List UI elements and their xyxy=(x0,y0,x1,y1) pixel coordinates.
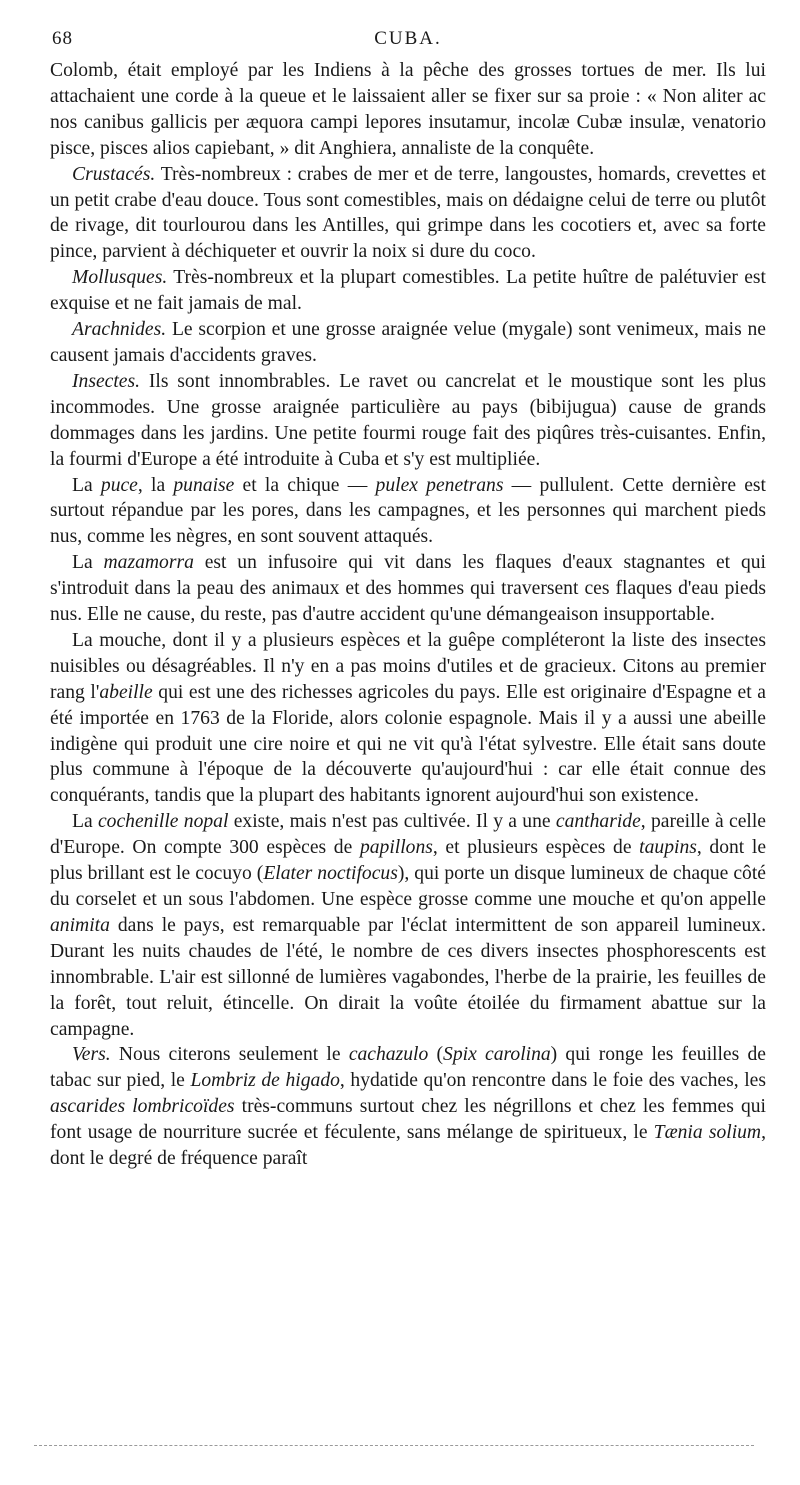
text-run: Ils sont innombrables. Le ravet ou cancrelat et le moustique sont les plus incommodes. Une grosse araignée particulière au pays (bibijugua) cause de grands dommages dans les jardins. Une petite fourmi rouge fait des piqûres très-cuisantes. Enfin, la fourmi d'Europe a été introduite à Cuba et s'y est multipliée. xyxy=(50,370,766,470)
italic-term: animita xyxy=(50,914,110,936)
italic-term: abeille xyxy=(99,681,153,703)
text-run: La xyxy=(72,552,104,574)
text-run: qui est une des richesses agricoles du pays. Elle est originaire d'Espagne et a été importée en 1763 de la Floride, alors colonie espagnole. Mais il y a aussi une abeille indigène qui produit une cire noire et qui ne vit qu'à l'état sylvestre. Elle était sans doute plus commune à l'époque de la découverte qu'aujourd'hui : car elle était connue des conquérants, tandis que la plupart des habitants ignorent aujourd'hui son existence. xyxy=(50,681,766,807)
text-run: Très-nombreux et la plupart comestibles. La petite huître de palétuvier est exquise et ne fait jamais de mal. xyxy=(50,267,766,315)
italic-term: Insectes. xyxy=(72,370,141,392)
text-run: Très-nombreux : crabes de mer et de terre, langoustes, homards, crevettes et un petit crabe d'eau douce. Tous sont comestibles, mais on dédaigne celui de terre ou plutôt de rivage, dit tourlourou dans les Antilles, qui grimpe dans les cocotiers et, avec sa forte pince, parvient à déchiqueter et ouvrir la noix si dure du coco. xyxy=(50,163,766,263)
footer-rule xyxy=(34,1445,754,1446)
italic-term: Elater noctifocus xyxy=(263,863,398,885)
paragraph-mazamorra xyxy=(50,550,766,628)
text-run: ( xyxy=(428,1044,444,1066)
text-run: La xyxy=(72,811,98,833)
text-run: La mouche, dont il y a plusieurs espèces et la guêpe compléteront la liste des insectes nuisibles ou désagréables. Il n'y en a pas moins d'utiles et de gracieux. Citons au premier rang l' xyxy=(50,629,766,703)
italic-term: puce xyxy=(100,474,138,496)
italic-term: Tænia solium xyxy=(653,1122,762,1144)
paragraph-puce xyxy=(50,473,766,551)
paragraph-mollusques xyxy=(50,265,766,317)
paragraph-insectes xyxy=(50,369,766,473)
text-run: , pareille à celle d'Europe. On compte 300 espèces de xyxy=(50,811,766,859)
text-run: , dont le plus brillant est le cocuyo ( xyxy=(50,837,767,885)
text-run: La xyxy=(72,474,101,496)
paragraph-mouche xyxy=(50,628,766,809)
italic-term: ascarides lombricoïdes xyxy=(50,1096,235,1118)
italic-term: Spix carolina xyxy=(443,1044,551,1066)
text-run: , et plusieurs espèces de xyxy=(432,837,640,859)
body-text xyxy=(50,58,766,1172)
page-number: 68 xyxy=(52,28,73,49)
text-run: dans le pays, est remarquable par l'éclat intermittent de son appareil lumineux. Durant les nuits chaudes de l'été, le nombre de ces divers insectes phosphorescents est innombrable. L'air est sillonné de lumières vagabondes, l'herbe de la prairie, les feuilles de la forêt, tout reluit, étincelle. On dirait la voûte étoilée du firmament abattue sur la campagne. xyxy=(50,914,766,1040)
italic-term: Vers. xyxy=(72,1044,111,1066)
paragraph-crustaces xyxy=(50,162,766,266)
running-title: CUBA. xyxy=(374,28,442,49)
text-run: Colomb, était employé par les Indiens à la pêche des grosses tortues de mer. Ils lui attachaient une corde à la queue et le laissaient aller se fixer sur sa proie : « Non aliter ac nos canibus gallicis per æquora campi lepores insutamur, incolæ Cubæ insulæ, venatorio pisce, pisces alios capiebant, » dit Anghiera, annaliste de la conquête. xyxy=(50,60,766,159)
page-header xyxy=(50,28,766,58)
italic-term: mazamorra xyxy=(103,552,194,574)
italic-term: cachazulo xyxy=(348,1044,429,1066)
italic-term: pulex penetrans xyxy=(375,474,504,496)
text-run: , la xyxy=(137,474,174,496)
paragraph-cochenille xyxy=(50,809,766,1042)
italic-term: Mollusques. xyxy=(72,267,168,289)
text-run: , hydatide qu'on rencontre dans le foie des vaches, les xyxy=(339,1070,766,1092)
paragraph-vers xyxy=(50,1042,766,1172)
italic-term: Lombriz de higado xyxy=(190,1070,340,1092)
italic-term: cantharide xyxy=(555,811,641,833)
text-run: est un infusoire qui vit dans les flaques d'eaux stagnantes et qui s'introduit dans la peau des animaux et des hommes qui traversent ces flaques d'eau pieds nus. Elle ne cause, du reste, pas d'autre accident qu'une démangeaison insupportable. xyxy=(50,552,766,626)
italic-term: papillons xyxy=(359,837,433,859)
paragraph-arachnides xyxy=(50,317,766,369)
italic-term: Crustacés. xyxy=(72,163,156,185)
italic-term: taupins xyxy=(639,837,697,859)
text-run: très-communs surtout chez les négrillons et chez les femmes qui font usage de nourriture sucrée et féculente, sans mélange de spiritueux, le xyxy=(50,1096,766,1144)
text-run: ) qui ronge les feuilles de tabac sur pied, le xyxy=(50,1044,766,1092)
text-run: Nous citerons seulement le xyxy=(110,1044,349,1066)
italic-term: cochenille nopal xyxy=(97,811,229,833)
book-page xyxy=(50,28,766,1172)
text-run: et la chique — xyxy=(234,474,376,496)
text-run: existe, mais n'est pas cultivée. Il y a une xyxy=(228,811,556,833)
paragraph xyxy=(50,58,766,162)
text-run: ), qui porte un disque lumineux de chaque côté du corselet et un sous l'abdomen. Une espèce grosse comme une mouche et qu'on appelle xyxy=(50,863,766,910)
italic-term: punaise xyxy=(173,474,235,496)
text-run: Le scorpion et une grosse araignée velue (mygale) sont venimeux, mais ne causent jamais d'accidents graves. xyxy=(50,319,766,366)
text-run: — pullulent. Cette dernière est surtout répandue par les pores, dans les campagnes, et les personnes qui marchent pieds nus, comme les nègres, en sont souvent attaqués. xyxy=(50,474,767,548)
italic-term: Arachnides. xyxy=(72,319,167,341)
text-run: , dont le degré de fréquence paraît xyxy=(50,1122,766,1170)
